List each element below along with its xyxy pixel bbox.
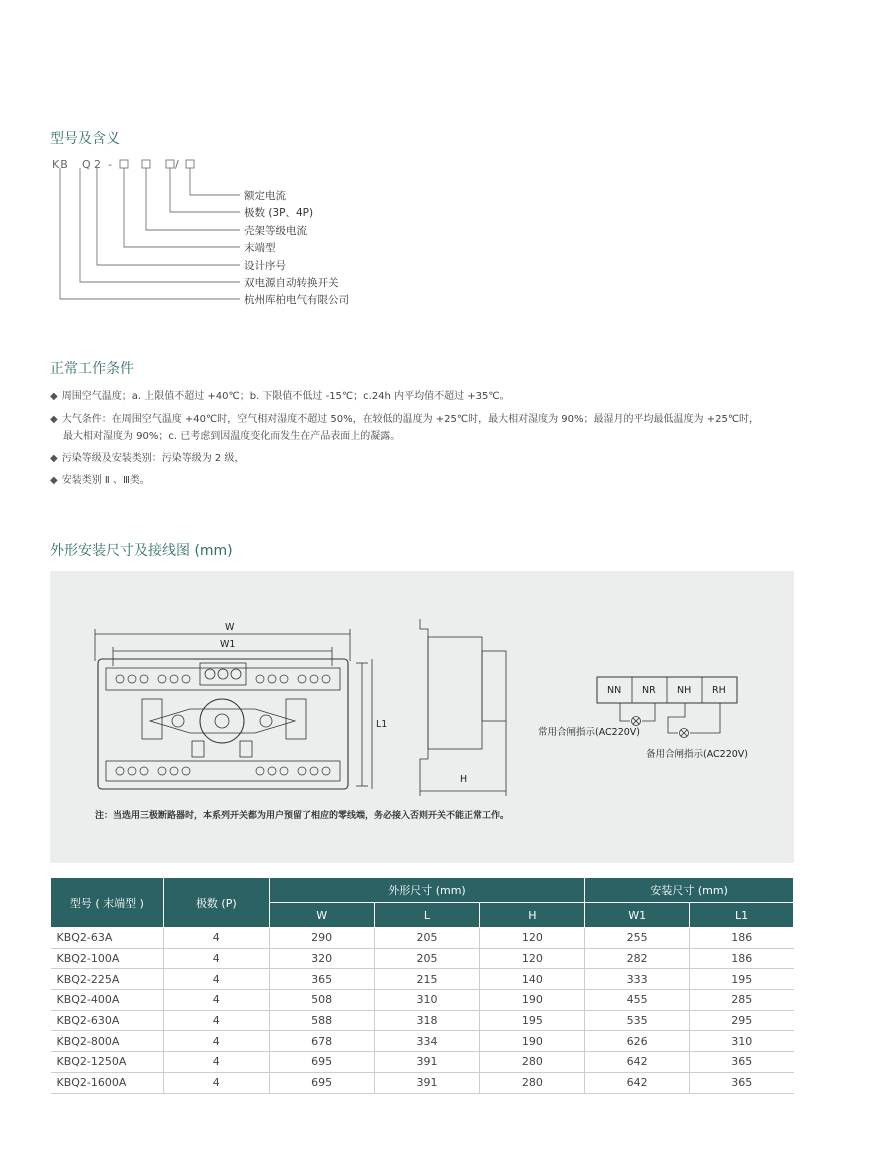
- code-q: Q: [82, 158, 92, 171]
- th-install: 安装尺寸 (mm): [585, 878, 794, 903]
- condition-item-cont: 最大相对湿度为 90%；c. 已考虑到因温度变化而发生在产品表面上的凝露。: [63, 431, 401, 442]
- meaning-ats: 双电源自动转换开关: [244, 277, 339, 289]
- condition-item: ◆ 周围空气温度；a. 上限值不超过 +40℃；b. 下限值不低过 -15℃；c.24h 内平均值不超过 +35℃。: [50, 391, 510, 402]
- terminal-nr: NR: [642, 685, 656, 696]
- table-row: KBQ2-630A 4 588 318 195 535 295: [51, 1010, 794, 1031]
- terminal-nh: NH: [677, 685, 692, 696]
- table-row: KBQ2-63A 4 290 205 120 255 186: [51, 928, 794, 949]
- table-row: KBQ2-1250A 4 695 391 280 642 365: [51, 1052, 794, 1073]
- model-lines: [0, 0, 873, 320]
- meaning-rated-current: 额定电流: [244, 190, 286, 202]
- th-l1: L1: [690, 903, 794, 928]
- th-l: L: [374, 903, 480, 928]
- section-title-model: 型号及含义: [50, 131, 120, 147]
- label-normal-indicator: 常用合闸指示(AC220V): [538, 727, 641, 738]
- terminal-rh: RH: [712, 685, 726, 696]
- section-title-dimensions: 外形安装尺寸及接线图 (mm): [50, 543, 233, 559]
- code-two: 2: [94, 158, 102, 171]
- section-title-conditions: 正常工作条件: [50, 361, 134, 377]
- condition-item: ◆ 大气条件：在周围空气温度 +40℃时，空气相对湿度不超过 50%，在较低的温度为 +25℃时，最大相对湿度为 90%；最湿月的平均最低温度为 +25℃时，: [50, 414, 760, 425]
- table-row: KBQ2-100A 4 320 205 120 282 186: [51, 948, 794, 969]
- code-box-3: [166, 160, 174, 168]
- terminal-nn: NN: [607, 685, 622, 696]
- dim-h-label: H: [460, 774, 468, 785]
- code-dash: -: [108, 158, 113, 171]
- code-box-2: [142, 160, 150, 168]
- dim-w1-label: W1: [220, 639, 236, 650]
- table-row: KBQ2-800A 4 678 334 190 626 310: [51, 1031, 794, 1052]
- condition-item: ◆ 安装类别 Ⅱ 、Ⅲ类。: [50, 475, 150, 486]
- meaning-design-no: 设计序号: [244, 260, 286, 272]
- code-kb: KB: [52, 158, 69, 171]
- table-row: KBQ2-225A 4 365 215 140 333 195: [51, 969, 794, 990]
- code-slash: /: [175, 158, 180, 171]
- th-outline: 外形尺寸 (mm): [269, 878, 585, 903]
- th-w: W: [269, 903, 374, 928]
- th-w1: W1: [585, 903, 690, 928]
- dim-l1-label: L1: [376, 719, 388, 730]
- condition-item: ◆ 污染等级及安装类别：污染等级为 2 级，: [50, 453, 245, 464]
- spec-table: [50, 877, 794, 1094]
- meaning-frame-current: 壳架等级电流: [244, 225, 307, 237]
- meaning-poles: 极数 (3P、4P): [244, 207, 314, 219]
- th-h: H: [480, 903, 585, 928]
- th-poles: 极数 (P): [163, 878, 269, 928]
- table-row: KBQ2-1600A 4 695 391 280 642 365: [51, 1072, 794, 1093]
- code-box-1: [120, 160, 128, 168]
- label-backup-indicator: 备用合闸指示(AC220V): [646, 749, 749, 760]
- th-model: 型号 ( 末端型 ): [51, 878, 164, 928]
- table-row: KBQ2-400A 4 508 310 190 455 285: [51, 990, 794, 1011]
- meaning-company: 杭州库柏电气有限公司: [244, 294, 349, 306]
- meaning-end-type: 末端型: [244, 242, 276, 254]
- code-box-4: [186, 160, 194, 168]
- diagram-note: 注：当选用三极断路器时，本系列开关都为用户预留了相应的零线端，务必接入否则开关不能正常工作。: [95, 811, 510, 821]
- dim-w-label: W: [225, 622, 235, 633]
